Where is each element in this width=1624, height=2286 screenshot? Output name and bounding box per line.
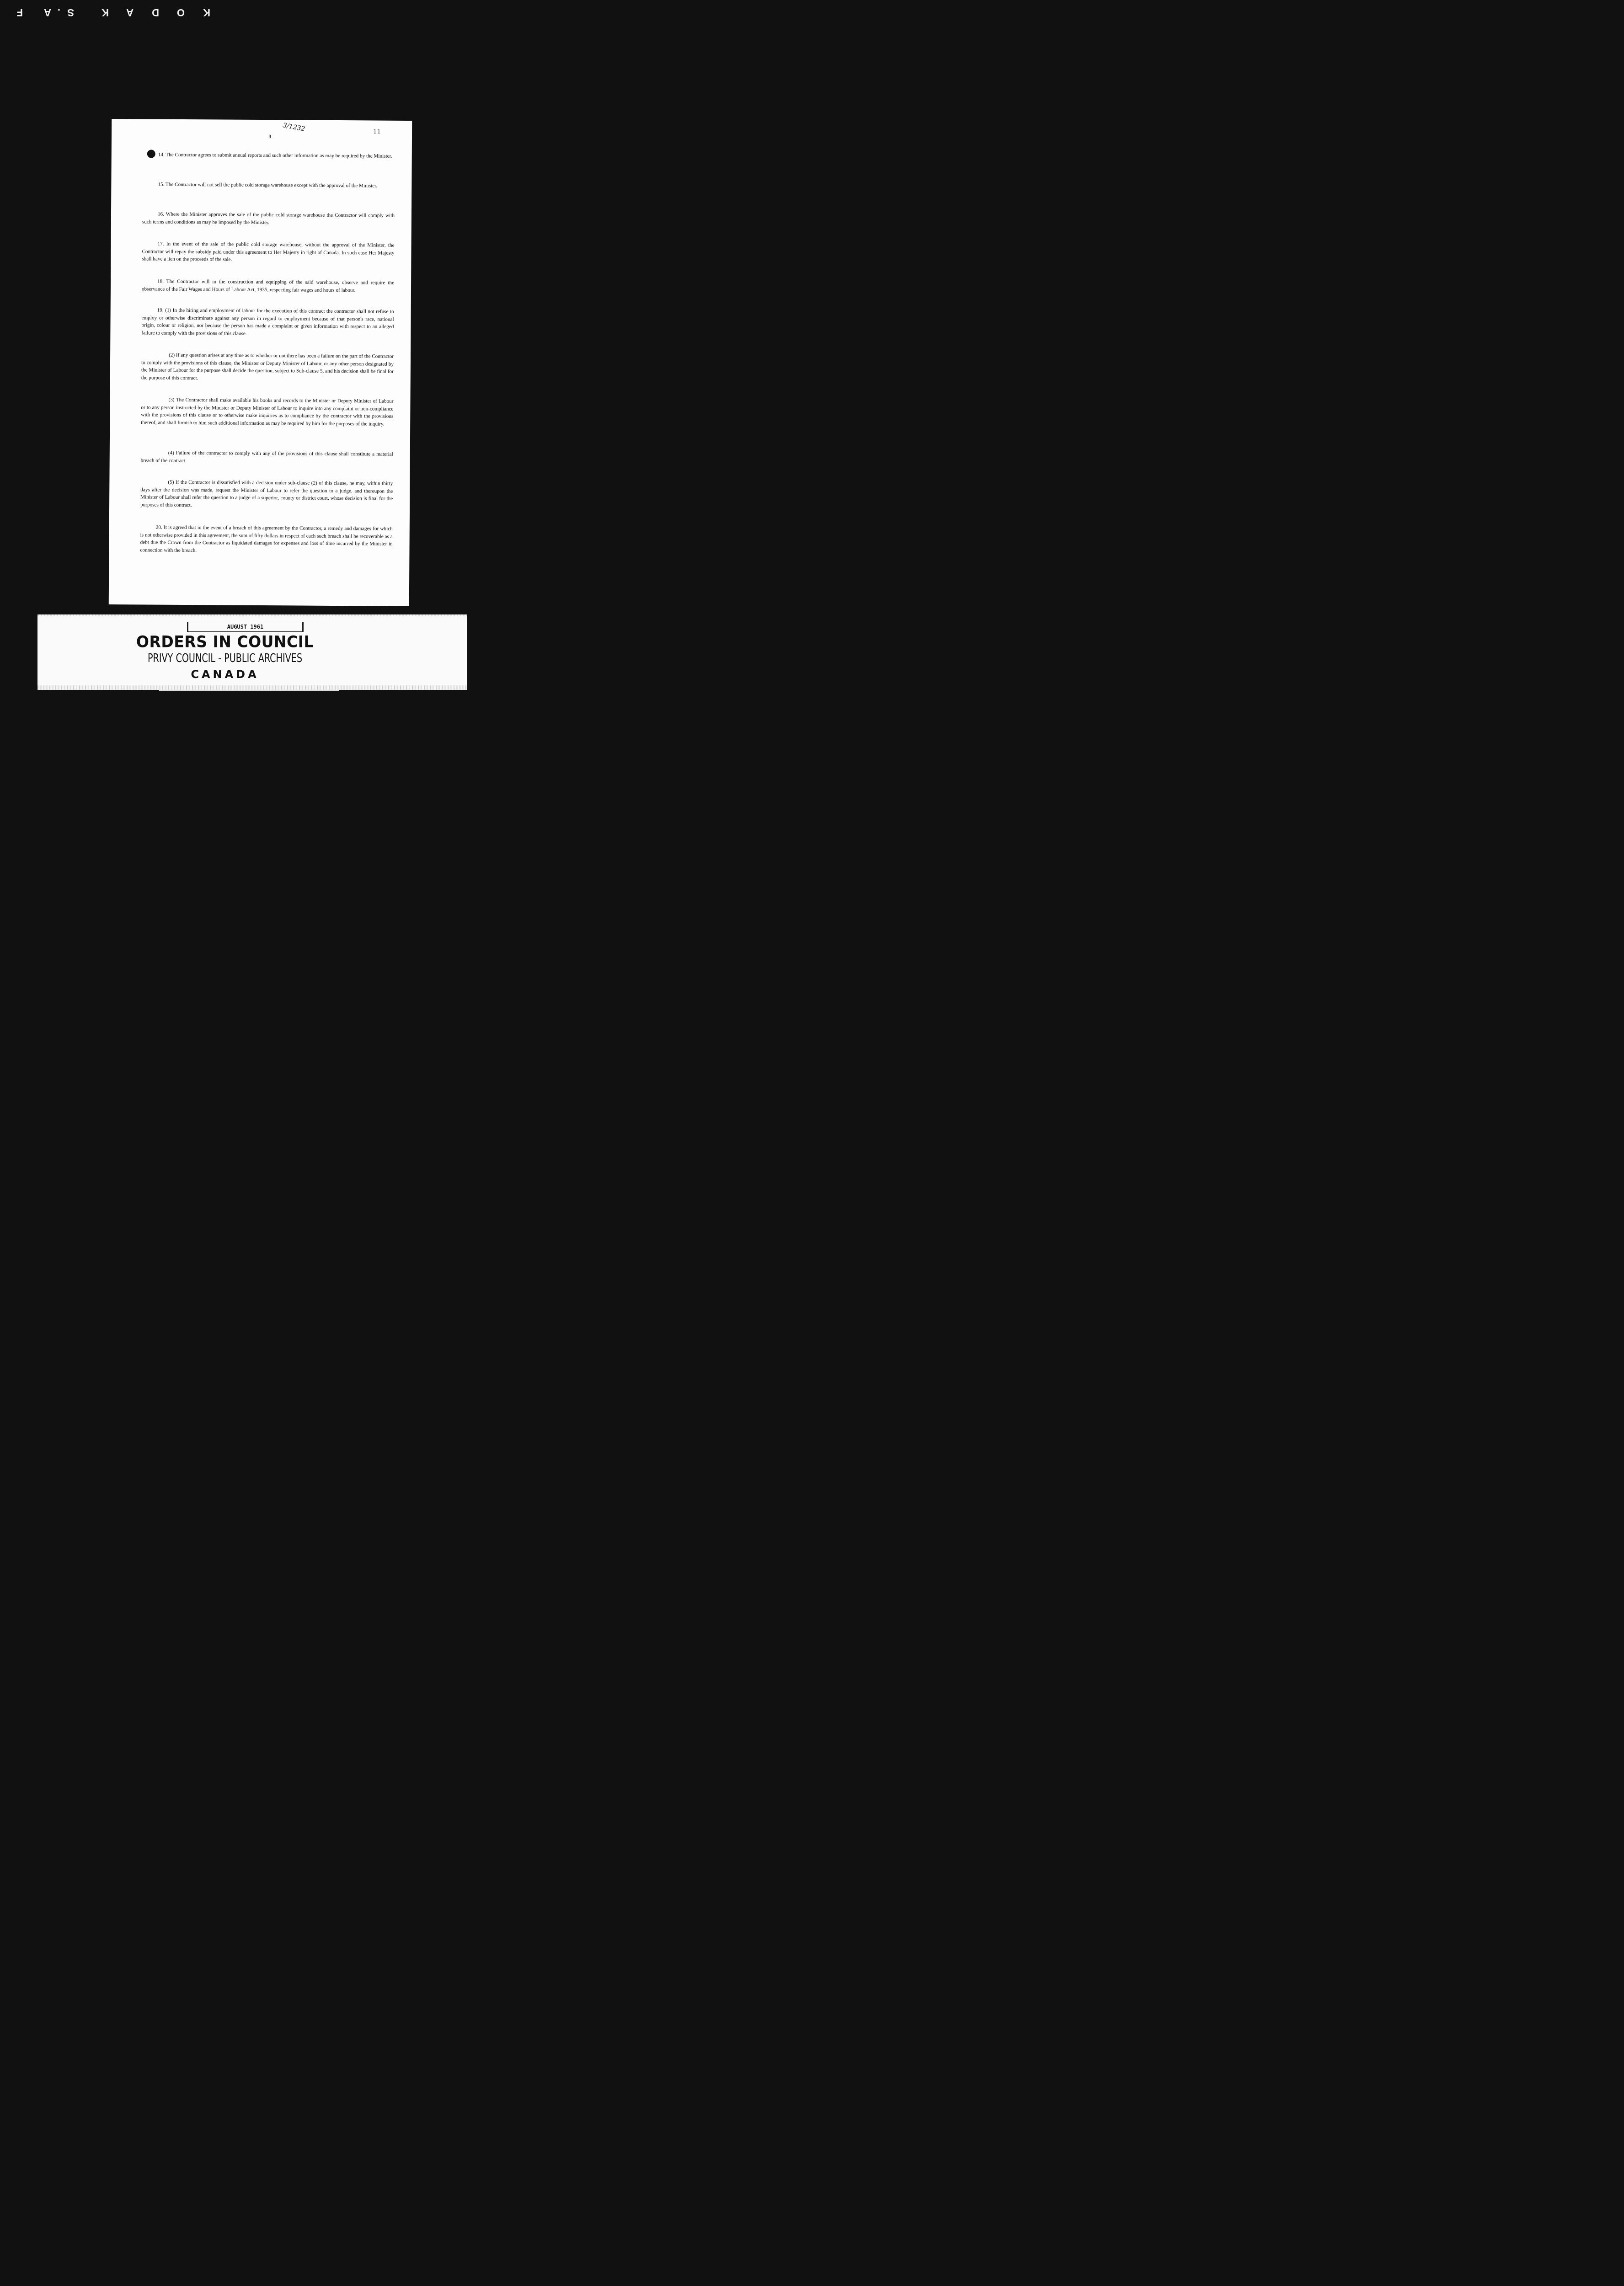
paragraph-16: 16. Where the Minister approves the sale of the public cold storage warehouse the Contractor will comply with such terms and conditions as may be imposed by the Minister.: [142, 211, 395, 225]
film-letter: O: [176, 7, 185, 18]
bottom-rule: [159, 690, 339, 691]
handwritten-reference: 3/1232: [282, 122, 306, 133]
film-letter: D: [151, 7, 159, 18]
page-number: 3: [268, 134, 272, 140]
paragraph-14: 14. The Contractor agrees to submit annual reports and such other information as may be required by the Minister.: [158, 152, 392, 159]
film-edge-code: [9, 5, 210, 18]
paragraph-19-4: (4) Failure of the contractor to comply with any of the provisions of this clause shall constitute a material breach of the contract.: [140, 450, 393, 464]
film-letter: .: [56, 7, 60, 18]
folio-number: 11: [373, 128, 381, 136]
label-texture-top: [37, 614, 467, 616]
film-letter: K: [101, 7, 109, 18]
paragraph-15: 15. The Contractor will not sell the public cold storage warehouse except with the approval of the Minister.: [158, 182, 378, 189]
paragraph-19-3: (3) The Contractor shall make available his books and records to the Minister or Deputy Minister of Labour or to any person instructed by the Minister or Deputy Minister of Labour to inquire into any complaint or non-compliance with the provisions of this clause or to otherwise make inquiries as to compliance by the contractor with the provisions thereof, and shall furnish to him such additional information as may be required by him for the purposes of the inquiry.: [141, 397, 394, 427]
label-country: CANADA: [191, 668, 259, 681]
paragraph-17: 17. In the event of the sale of the public cold storage warehouse, without the approval of the Minister, the Contractor will repay the subsidy paid under this agreement to Her Majesty in right of Canada. In such case Her Majesty shall have a lien on the proceeds of the sale.: [142, 241, 395, 262]
paragraph-19-2: (2) If any question arises at any time as to whether or not there has been a failure on the part of the Contractor to comply with the provisions of this clause, the Minister or Deputy Minister of Labour, or any other person designated by the Minister of Labour for the purpose shall decide the question, subject to Sub-clause 5, and his decision shall be final for the purpose of this contract.: [141, 352, 394, 381]
label-title: ORDERS IN COUNCIL: [136, 632, 314, 651]
paragraph-19-1: 19. (1) In the hiring and employment of labour for the execution of this contract the contractor shall not refuse to employ or otherwise discriminate against any person in regard to employment because of that person's race, national origin, colour or religion, nor because the person has made a complaint or given information with respect to an alleged failure to comply with the provisions of this clause.: [141, 307, 394, 336]
film-letter: S: [66, 7, 74, 18]
film-letter: K: [202, 7, 210, 18]
film-letter: F: [16, 7, 23, 18]
paragraph-19-5: (5) If the Contractor is dissatisfied with a decision under sub-clause (2) of this clause, he may, within thirty days after the decision was made, request the Minister of Labour to refer the question to a judge, and thereupon the Minister of Labour shall refer the question to a judge of a superior, county or district court, whose decision is final for the purposes of this contract.: [140, 479, 393, 508]
paragraph-18: 18. The Contractor will in the construction and equipping of the said warehouse, observe and require the observance of the Fair Wages and Hours of Labour Act, 1935, respecting fair wages and hours of labour.: [141, 278, 395, 293]
label-subtitle: PRIVY COUNCIL - PUBLIC ARCHIVES: [147, 652, 303, 665]
paragraph-20: 20. It is agreed that in the event of a breach of this agreement by the Contractor, a remedy and damages for which is not otherwise provided in this agreement, the sum of fifty dollars in respect of each such breach shall be recoverable as a debt due the Crown from the Contractor as liquidated damages for expenses and loss of time incurred by the Minister in connection with the breach.: [140, 524, 393, 553]
label-date: AUGUST 1961: [187, 622, 304, 632]
film-letter: A: [43, 7, 51, 18]
film-letter: A: [125, 7, 134, 18]
document-sheet: [109, 119, 412, 606]
label-texture-bottom: [37, 685, 467, 690]
archive-label: [37, 614, 467, 690]
